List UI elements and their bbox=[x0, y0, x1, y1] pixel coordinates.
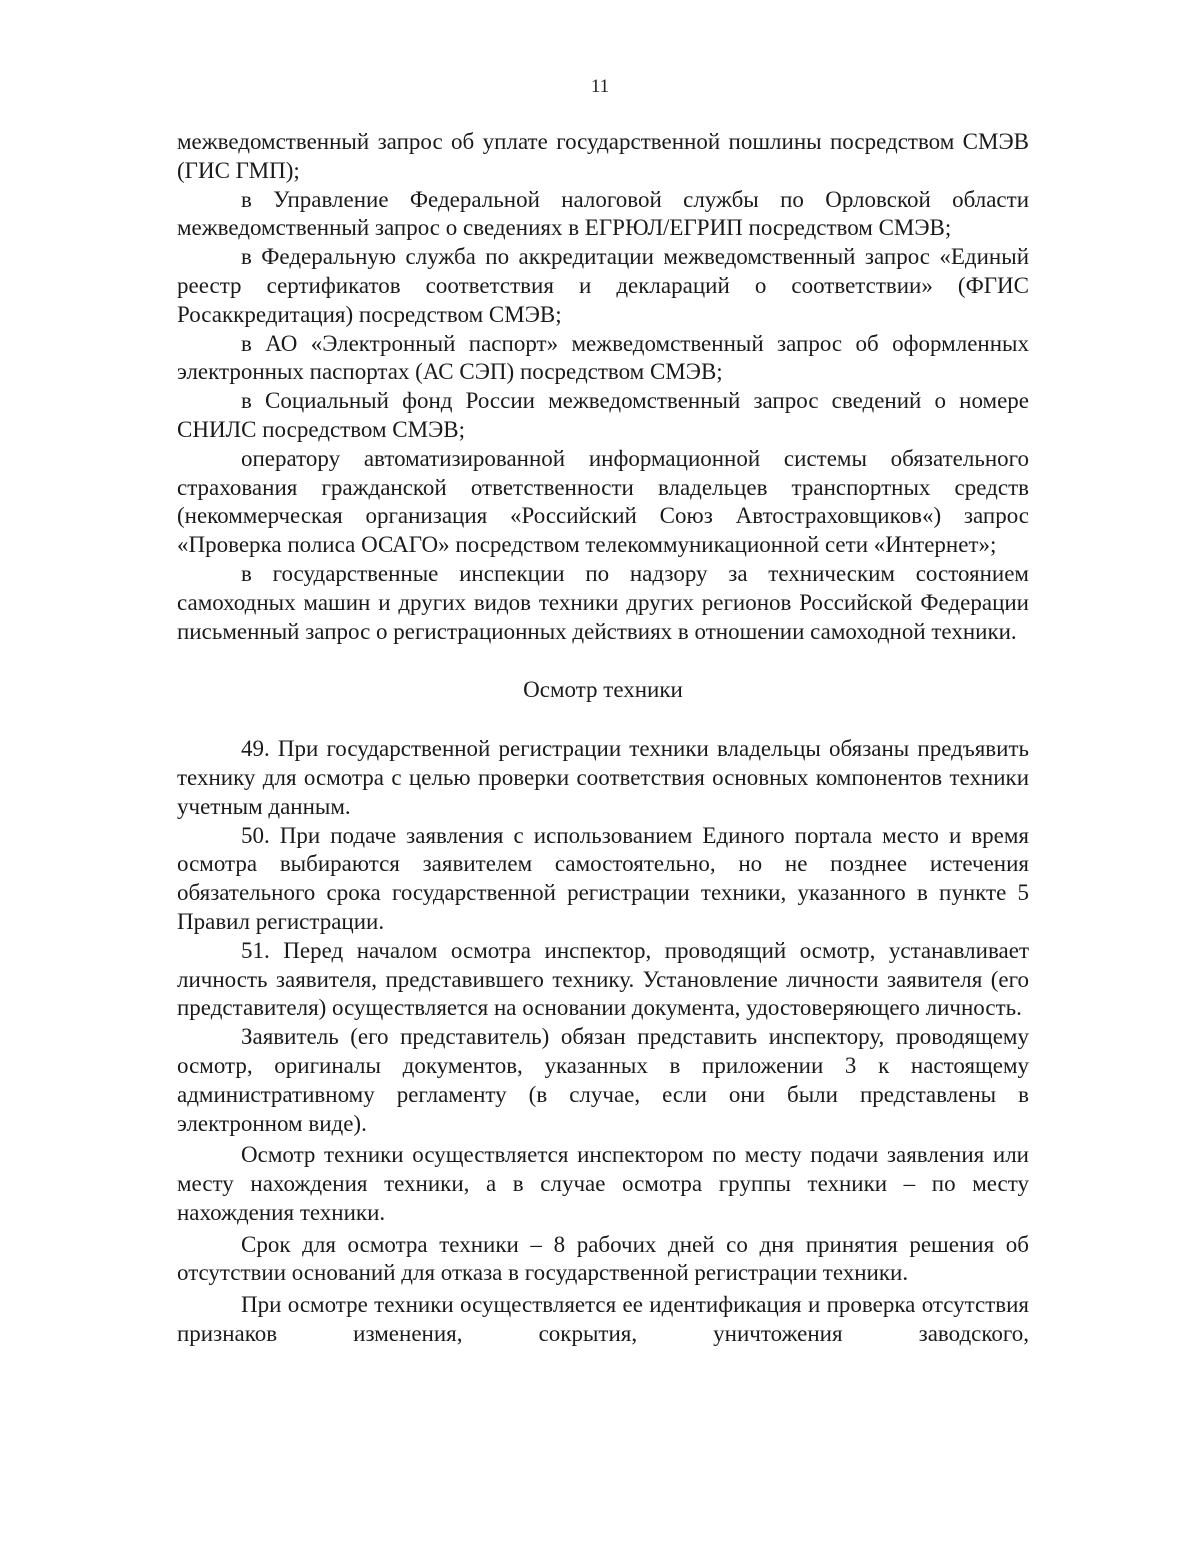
paragraph: При осмотре техники осуществляется ее идентификация и проверка отсутствия признаков изменения, сокрытия, уничтожения заводского, bbox=[177, 1292, 1029, 1347]
paragraph: Срок для осмотра техники – 8 рабочих дней со дня принятия решения об отсутствии оснований для отказа в государственной регистрации техники. bbox=[177, 1231, 1029, 1286]
paragraph: межведомственный запрос об уплате государственной пошлины посредством СМЭВ (ГИС ГМП); bbox=[177, 129, 1029, 183]
paragraph: оператору автоматизированной информационной системы обязательного страхования гражданской ответственности владельцев транспортных средств (некоммерческая организация «Российский Союз Автостраховщиков«) запрос «Проверка полиса ОСАГО» посредством телекоммуникационной сети «Интернет»; bbox=[177, 445, 1029, 558]
paragraph: 51. Перед началом осмотра инспектор, проводящий осмотр, устанавливает личность заявителя, представившего технику. Установление личности заявителя (его представителя) осуществляется на основании документа, удостоверяющего личность. bbox=[177, 937, 1029, 1021]
paragraph: 49. При государственной регистрации техники владельцы обязаны предъявить технику для осмотра с целью проверки соответствия основных компонентов техники учетным данным. bbox=[177, 736, 1029, 819]
document-body bbox=[177, 128, 1029, 1349]
paragraph: Осмотр техники осуществляется инспектором по месту подачи заявления или месту нахождения техники, а в случае осмотра группы техники – по месту нахождения техники. bbox=[177, 1142, 1029, 1225]
paragraph: в АО «Электронный паспорт» межведомственный запрос об оформленных электронных паспортах (АС СЭП) посредством СМЭВ; bbox=[177, 330, 1029, 385]
paragraph: в Управление Федеральной налоговой службы по Орловской области межведомственный запрос о сведениях в ЕГРЮЛ/ЕГРИП посредством СМЭВ; bbox=[177, 186, 1029, 241]
section-heading: Осмотр техники bbox=[523, 677, 683, 703]
paragraph: в Социальный фонд России межведомственный запрос сведений о номере СНИЛС посредством СМЭВ; bbox=[177, 388, 1029, 442]
paragraph: Заявитель (его представитель) обязан представить инспектору, проводящему осмотр, оригиналы документов, указанных в приложении 3 к настоящему административному регламенту (в случае, если они были представлены в электронном виде). bbox=[177, 1024, 1029, 1136]
paragraph: в Федеральную служба по аккредитации межведомственный запрос «Единый реестр сертификатов соответствия и деклараций о соответствии» (ФГИС Росаккредитация) посредством СМЭВ; bbox=[177, 244, 1029, 327]
paragraph: в государственные инспекции по надзору за техническим состоянием самоходных машин и других видов техники других регионов Российской Федерации письменный запрос о регистрационных действиях в отношении самоходной техники. bbox=[177, 560, 1029, 644]
page-number: 11 bbox=[590, 76, 610, 97]
paragraph: 50. При подаче заявления с использованием Единого портала место и время осмотра выбираются заявителем самостоятельно, но не позднее истечения обязательного срока государственной регистрации техники, указанного в пункте 5 Правил регистрации. bbox=[177, 822, 1029, 934]
